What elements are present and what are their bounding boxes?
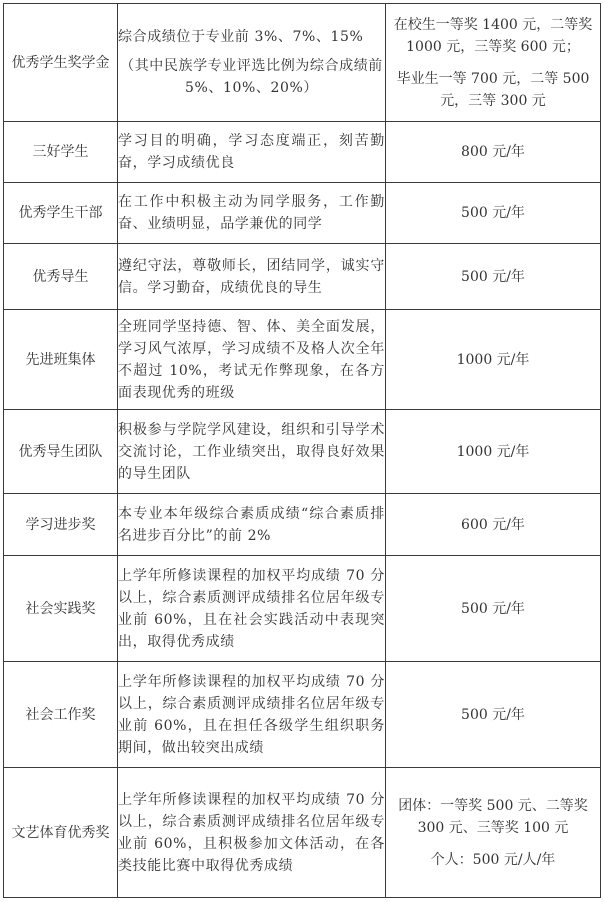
requirement-note: （其中民族学专业评选比例为综合成绩前 5%、10%、20%） xyxy=(120,58,383,96)
award-requirement: 上学年所修读课程的加权平均成绩 70 分以上，综合素质测评成绩排名位居年级专业前 60%，且在担任各级学生组织职务期间，做出较突出成绩 xyxy=(118,662,386,768)
award-name: 社会实践奖 xyxy=(4,556,118,662)
table-row xyxy=(4,494,601,556)
award-requirement: 上学年所修读课程的加权平均成绩 70 分以上，综合素质测评成绩排名位居年级专业前 60%，且在社会实践活动中表现突出，取得优秀成绩 xyxy=(118,556,386,662)
award-requirement: 本专业本年级综合素质成绩“综合素质排名进步百分比”的前 2% xyxy=(118,494,386,556)
award-requirement xyxy=(118,4,386,122)
award-name: 文艺体育优秀奖 xyxy=(4,768,118,898)
table-row xyxy=(4,768,601,898)
amount-text: 毕业生一等 700 元，二等 500 元，三等 300 元 xyxy=(396,70,590,109)
amount-text: 在校生一等奖 1400 元，二等奖 1000 元，三等奖 600 元； xyxy=(393,16,593,55)
table-row xyxy=(4,244,601,310)
award-name: 优秀学生奖学金 xyxy=(4,4,118,122)
award-name: 优秀学生干部 xyxy=(4,183,118,244)
award-amount: 800 元/年 xyxy=(386,122,601,183)
scholarship-table xyxy=(3,3,601,898)
award-amount: 1000 元/年 xyxy=(386,410,601,494)
award-amount: 600 元/年 xyxy=(386,494,601,556)
table-row xyxy=(4,4,601,122)
award-requirement: 在工作中积极主动为同学服务，工作勤奋、业绩明显，品学兼优的同学 xyxy=(118,183,386,244)
table-row xyxy=(4,556,601,662)
award-requirement: 积极参与学院学风建设，组织和引导学术交流讨论，工作业绩突出，取得良好效果的导生团队 xyxy=(118,410,386,494)
requirement-text: 综合成绩位于专业前 3%、7%、15% xyxy=(118,29,364,45)
table-row xyxy=(4,410,601,494)
award-name: 学习进步奖 xyxy=(4,494,118,556)
amount-text: 团体：一等奖 500 元、二等奖 300 元、三等奖 100 元 xyxy=(398,797,588,836)
award-requirement: 学习目的明确，学习态度端正，刻苦勤奋，学习成绩优良 xyxy=(118,122,386,183)
award-name: 先进班集体 xyxy=(4,310,118,410)
award-amount: 500 元/年 xyxy=(386,662,601,768)
award-amount xyxy=(386,768,601,898)
award-requirement: 全班同学坚持德、智、体、美全面发展，学习风气浓厚，学习成绩不及格人次全年不超过 10%，考试无作弊现象，在各方面表现优秀的班级 xyxy=(118,310,386,410)
award-amount xyxy=(386,4,601,122)
award-name: 社会工作奖 xyxy=(4,662,118,768)
table-row xyxy=(4,310,601,410)
award-amount: 500 元/年 xyxy=(386,244,601,310)
table-row xyxy=(4,662,601,768)
table-row xyxy=(4,183,601,244)
award-amount: 1000 元/年 xyxy=(386,310,601,410)
award-requirement: 遵纪守法，尊敬师长，团结同学，诚实守信。学习勤奋，成绩优良的导生 xyxy=(118,244,386,310)
award-amount: 500 元/年 xyxy=(386,183,601,244)
amount-text: 个人：500 元/人/年 xyxy=(430,851,556,868)
table-row xyxy=(4,122,601,183)
award-name: 三好学生 xyxy=(4,122,118,183)
award-name: 优秀导生 xyxy=(4,244,118,310)
award-requirement: 上学年所修读课程的加权平均成绩 70 分以上，综合素质测评成绩排名位居年级专业前 60%，且积极参加文体活动，在各类技能比赛中取得优秀成绩 xyxy=(118,768,386,898)
award-amount: 500 元/年 xyxy=(386,556,601,662)
award-name: 优秀导生团队 xyxy=(4,410,118,494)
